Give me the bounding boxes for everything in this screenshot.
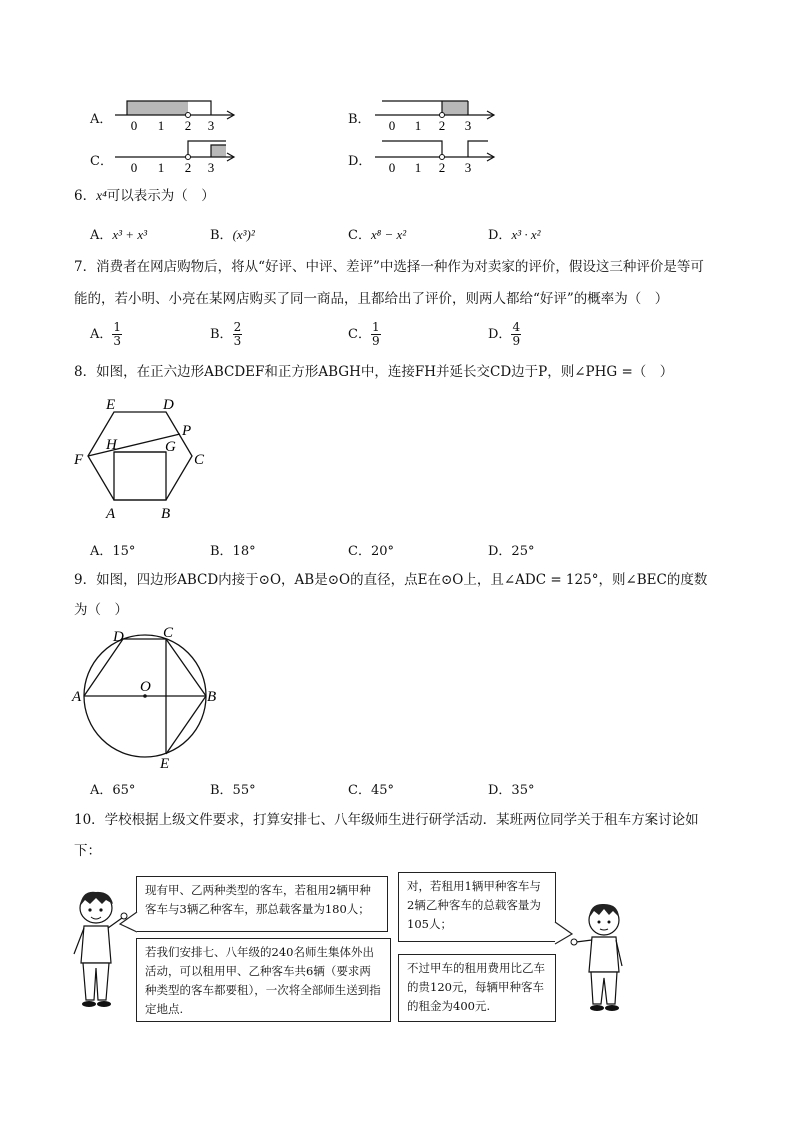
- point-P: P: [182, 423, 192, 439]
- q6-option-c[interactable]: C．x⁸ − x²: [348, 227, 407, 243]
- tick-1: 1: [157, 118, 165, 133]
- q5-option-d-label: D．: [348, 154, 372, 169]
- q6-option-a[interactable]: A．x³ + x³: [90, 227, 147, 243]
- q5-option-a-numberline: [110, 95, 240, 135]
- tick-3: 3: [207, 160, 215, 175]
- point-B: B: [161, 506, 171, 522]
- tick-1: 1: [414, 160, 422, 175]
- q9-option-a[interactable]: A．65°: [90, 783, 136, 798]
- speech-bubble-left-bottom: 若我们安排七、八年级的240名师生集体外出活动，可以租用甲、乙种客车共6辆（要求两种类型的客车都要租），一次将全部师生送到指定地点.: [136, 938, 391, 1022]
- tick-1: 1: [157, 160, 165, 175]
- point-C: C: [194, 452, 205, 468]
- q5-option-d-numberline: [370, 137, 500, 177]
- tick-0: 0: [388, 118, 396, 133]
- tick-3: 3: [207, 118, 215, 133]
- q8-option-d[interactable]: D．25°: [488, 544, 535, 559]
- q7-option-b[interactable]: B． $\frac{2}{3}$: [210, 320, 242, 348]
- point-A: A: [72, 689, 82, 705]
- q9-circle-figure: [66, 625, 226, 773]
- q7-option-a[interactable]: A． $\frac{1}{3}$: [90, 320, 122, 348]
- q8-option-a[interactable]: A．15°: [90, 544, 136, 559]
- q10-stem-line2: 下：: [74, 843, 101, 859]
- q5-option-b-numberline: [370, 95, 500, 135]
- q8-option-b[interactable]: B．18°: [210, 544, 256, 559]
- q6-option-d[interactable]: D．x³ · x²: [488, 227, 541, 243]
- tick-0: 0: [130, 160, 138, 175]
- point-A: A: [106, 506, 116, 522]
- q9-stem-line1: 9．如图，四边形ABCD内接于⊙O，AB是⊙O的直径，点E在⊙O上，且∠ADC = 125°，则∠BEC的度数: [74, 572, 708, 588]
- q5-option-c-label: C．: [90, 154, 113, 169]
- q9-option-c[interactable]: C．45°: [348, 783, 394, 798]
- q7-option-c[interactable]: C． $\frac{1}{9}$: [348, 320, 380, 348]
- tick-2: 2: [438, 160, 446, 175]
- speech-bubble-right-top: 对，若租用1辆甲种客车与2辆乙种客车的总载客量为105人；: [398, 872, 556, 942]
- tick-3: 3: [464, 118, 472, 133]
- tick-1: 1: [414, 118, 422, 133]
- left-student-illustration: [66, 888, 132, 1014]
- q9-option-b[interactable]: B．55°: [210, 783, 256, 798]
- speech-bubble-left-top: 现有甲、乙两种类型的客车，若租用2辆甲种客车与3辆乙种客车，那总载客量为180人；: [136, 876, 388, 932]
- q10-stem-line1: 10．学校根据上级文件要求，打算安排七、八年级师生进行研学活动．某班两位同学关于租车方案讨论如: [74, 812, 699, 828]
- point-E: E: [106, 397, 116, 413]
- tick-0: 0: [130, 118, 138, 133]
- q5-option-c-numberline: [110, 137, 240, 177]
- q6-stem: 6．x⁴可以表示为（ ）: [74, 188, 215, 204]
- q7-stem-line2: 能的，若小明、小亮在某网店购买了同一商品，且都给出了评价，则两人都给“好评”的概率为（ ）: [74, 291, 669, 307]
- point-D: D: [113, 629, 124, 645]
- bubble-pointer-left: [118, 910, 138, 950]
- point-B: B: [207, 689, 217, 705]
- point-H: H: [106, 437, 117, 453]
- point-F: F: [74, 452, 84, 468]
- q7-option-d[interactable]: D． $\frac{4}{9}$: [488, 320, 521, 348]
- point-E: E: [160, 756, 170, 772]
- tick-2: 2: [184, 160, 192, 175]
- tick-3: 3: [464, 160, 472, 175]
- tick-2: 2: [184, 118, 192, 133]
- q9-stem-line2: 为（ ）: [74, 602, 128, 618]
- q8-option-c[interactable]: C．20°: [348, 544, 394, 559]
- q7-stem-line1: 7．消费者在网店购物后，将从“好评、中评、差评”中选择一种作为对卖家的评价，假设这三种评价是等可: [74, 259, 704, 275]
- speech-bubble-right-bottom: 不过甲车的租用费用比乙车的贵120元，每辆甲种客车的租金为400元.: [398, 954, 556, 1022]
- point-C: C: [163, 625, 174, 641]
- point-G: G: [165, 439, 176, 455]
- q6-option-b[interactable]: B．(x³)²: [210, 227, 255, 243]
- point-D: D: [163, 397, 174, 413]
- right-student-illustration: [566, 900, 636, 1016]
- q8-hexagon-figure: [66, 392, 226, 527]
- tick-2: 2: [438, 118, 446, 133]
- q5-option-b-label: B．: [348, 112, 371, 127]
- point-O: O: [140, 679, 151, 695]
- q8-stem: 8．如图，在正六边形ABCDEF和正方形ABGH中，连接FH并延长交CD边于P，则∠PHG =（ ）: [74, 364, 674, 380]
- q9-option-d[interactable]: D．35°: [488, 783, 535, 798]
- tick-0: 0: [388, 160, 396, 175]
- q5-option-a-label: A．: [90, 112, 113, 127]
